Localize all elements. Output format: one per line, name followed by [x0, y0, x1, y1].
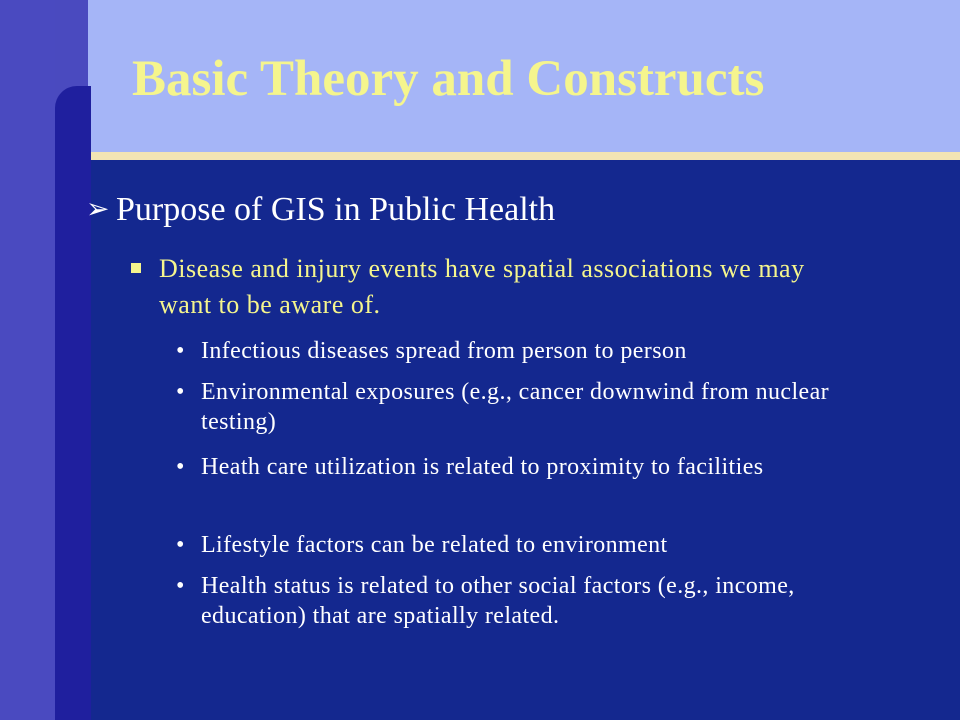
sub-point-text: Infectious diseases spread from person to person	[201, 338, 687, 364]
sub-point-text: Heath care utilization is related to proximity to facilities	[201, 454, 764, 480]
sub-point-list-item	[176, 336, 856, 366]
section-heading	[86, 193, 555, 227]
sub-point-list-item	[176, 377, 856, 437]
dot-bullet-icon: •	[176, 532, 185, 558]
left-decorative-bar	[55, 86, 91, 720]
left-decorative-band	[0, 0, 55, 720]
sub-point-text: Lifestyle factors can be related to environment	[201, 532, 668, 558]
sub-point-text: Environmental exposures (e.g., cancer downwind from nuclear testing)	[201, 379, 830, 435]
dot-bullet-icon: •	[176, 379, 185, 405]
slide-title: Basic Theory and Constructs	[132, 51, 765, 107]
section-heading-text: Purpose of GIS in Public Health	[116, 191, 556, 228]
content-panel	[91, 160, 960, 720]
title-divider	[88, 152, 960, 160]
main-point	[131, 251, 831, 323]
main-point-text: Disease and injury events have spatial associations we may want to be aware of.	[159, 254, 805, 319]
arrow-bullet-icon: ➢	[86, 192, 110, 225]
dot-bullet-icon: •	[176, 454, 185, 480]
sub-point-text: Health status is related to other social factors (e.g., income, education) that are spatially related.	[201, 573, 795, 629]
square-bullet-icon	[131, 263, 141, 273]
sub-point-list-item	[176, 452, 856, 482]
sub-point-list-item	[176, 571, 856, 631]
sub-point-list-item	[176, 530, 856, 560]
dot-bullet-icon: •	[176, 338, 185, 364]
dot-bullet-icon: •	[176, 573, 185, 599]
